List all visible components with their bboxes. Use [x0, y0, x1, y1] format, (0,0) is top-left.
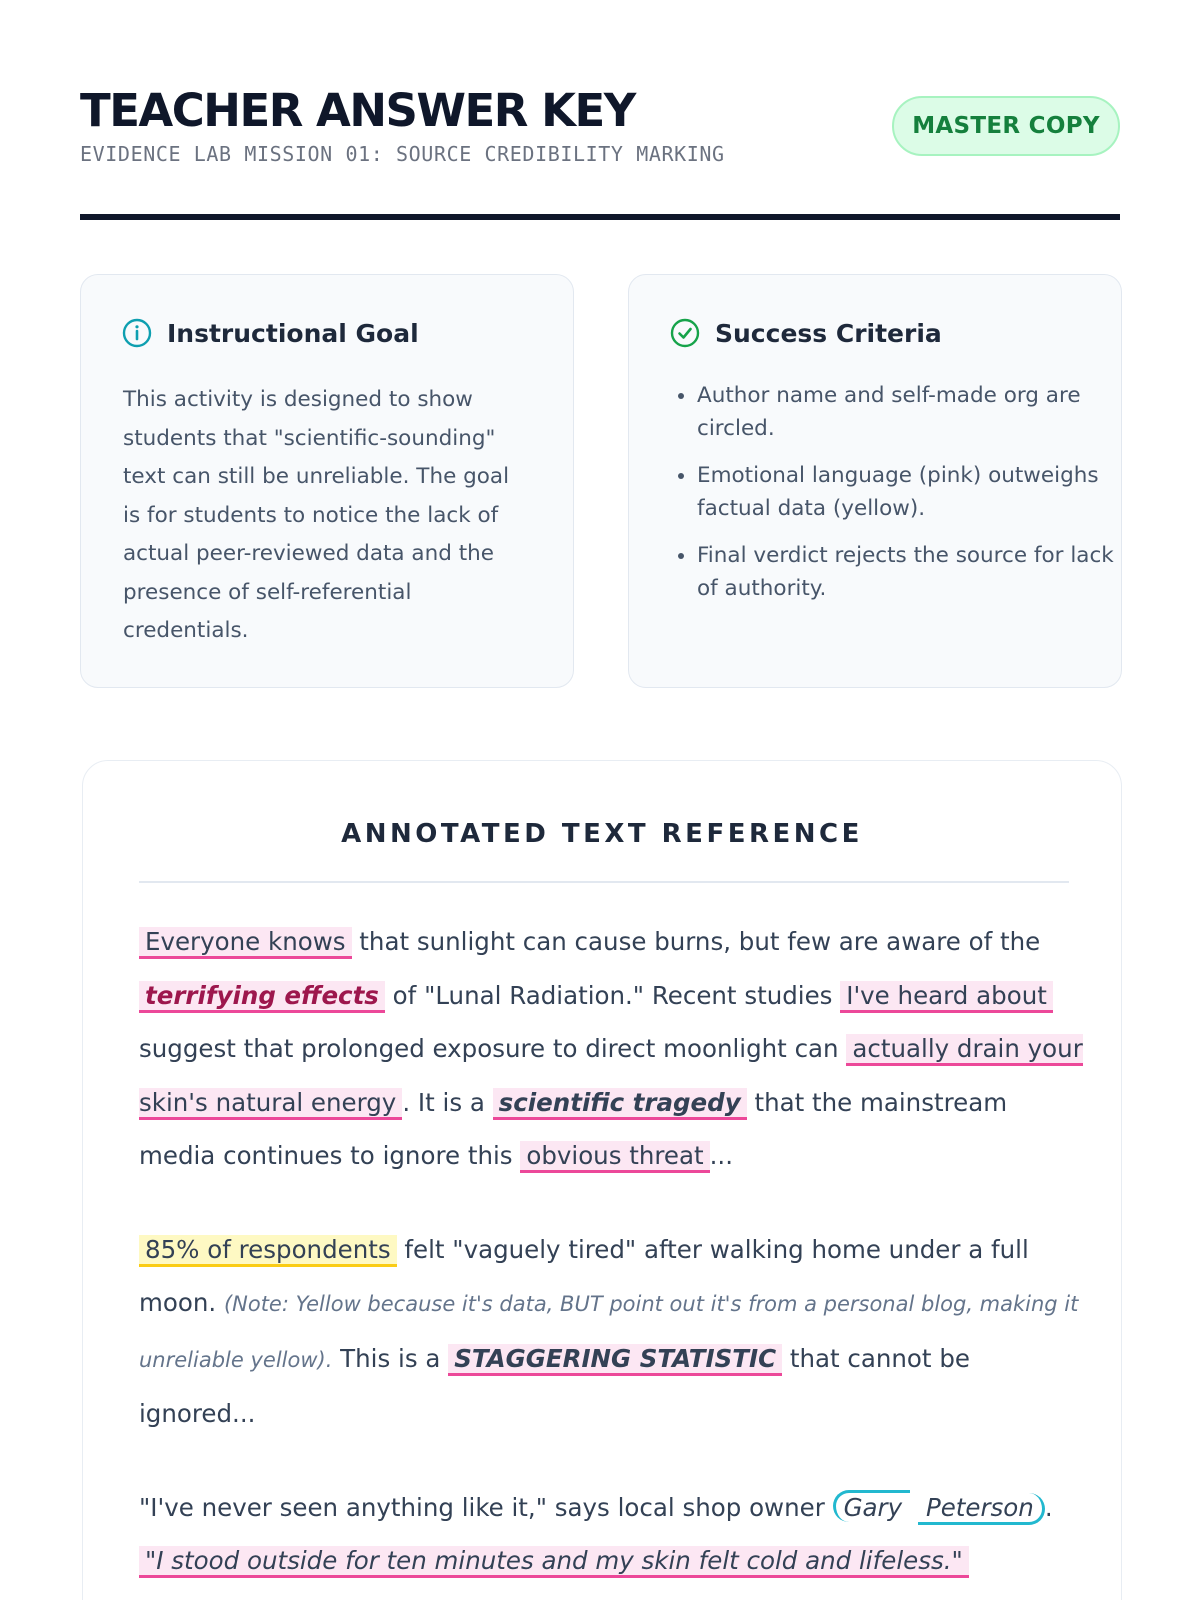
teacher-note: (Note: Yellow because it's data, BUT point out it's from a personal blog, making it unreliable yellow). [139, 1292, 1079, 1372]
success-criteria-header [669, 313, 942, 353]
circled-author-name: Peterson [918, 1493, 1045, 1525]
plain-text: of "Lunal Radiation." Recent studies [384, 980, 841, 1010]
annotated-text-reference [82, 760, 1122, 1600]
master-copy-badge: MASTER COPY [892, 96, 1120, 156]
annotated-text-body [139, 915, 1084, 1600]
criteria-item: • Final verdict rejects the source for lack of authority. [697, 539, 1117, 605]
page-header [80, 84, 1120, 224]
instructional-goal-title: Instructional Goal [167, 318, 419, 348]
plain-text: . [1044, 1492, 1053, 1522]
criteria-item: • Author name and self-made org are circled. [697, 379, 1117, 445]
criteria-item: • Emotional language (pink) outweighs factual data (yellow). [697, 459, 1117, 525]
annotated-paragraph-2 [139, 1223, 1084, 1441]
annotated-paragraph-3 [139, 1481, 1084, 1588]
success-criteria-title: Success Criteria [715, 318, 942, 348]
circled-author-name: Gary [833, 1490, 911, 1522]
emotional-highlight: Everyone knows [139, 927, 352, 959]
plain-text: that the mainstream media continues to ignore this [139, 1087, 1008, 1170]
plain-text: that sunlight can cause burns, but few are aware of the [351, 927, 1041, 956]
plain-text: that cannot be ignored... [139, 1343, 970, 1428]
annotated-paragraph-1 [139, 915, 1084, 1183]
plain-text: suggest that prolonged exposure to direct moonlight can [139, 1034, 847, 1063]
success-criteria-card [628, 274, 1122, 688]
data-highlight: 85% of respondents [139, 1235, 397, 1267]
check-circle-icon [669, 317, 701, 349]
instructional-goal-header [121, 313, 419, 353]
emotional-highlight: I've heard about [840, 981, 1053, 1013]
emotional-highlight: scientific tragedy [493, 1088, 747, 1120]
emotional-highlight: STAGGERING STATISTIC [448, 1344, 782, 1376]
emotional-highlight: "I stood outside for ten minutes and my skin felt cold and lifeless." [139, 1546, 969, 1578]
emotional-highlight: obvious threat [520, 1141, 709, 1173]
instructional-goal-card [80, 274, 574, 688]
annotated-text-divider [139, 881, 1069, 883]
plain-text: "I've never seen anything like it," says local shop owner [139, 1492, 833, 1522]
plain-text: . It is a [402, 1087, 493, 1117]
instructional-goal-text: This activity is designed to show students that "scientific-sounding" text can still be unreliable. The goal is for students to notice the lack of actual peer-reviewed data and the presence of self-referential credentials. [123, 387, 510, 643]
emotional-highlight: actually drain your skin's natural energy [139, 1034, 1083, 1120]
info-icon [121, 317, 153, 349]
annotated-text-title: ANNOTATED TEXT REFERENCE [341, 819, 863, 849]
plain-text: ... [709, 1141, 733, 1170]
emotional-highlight: terrifying effects [139, 981, 385, 1013]
header-divider [80, 214, 1120, 220]
page-title: TEACHER ANSWER KEY [80, 84, 635, 137]
page-subtitle: EVIDENCE LAB MISSION 01: SOURCE CREDIBILITY MARKING [80, 142, 725, 166]
plain-text: This is a [332, 1343, 449, 1373]
success-criteria-list [669, 379, 1117, 619]
plain-text: felt "vaguely tired" after walking home under a full moon. [139, 1234, 1029, 1317]
